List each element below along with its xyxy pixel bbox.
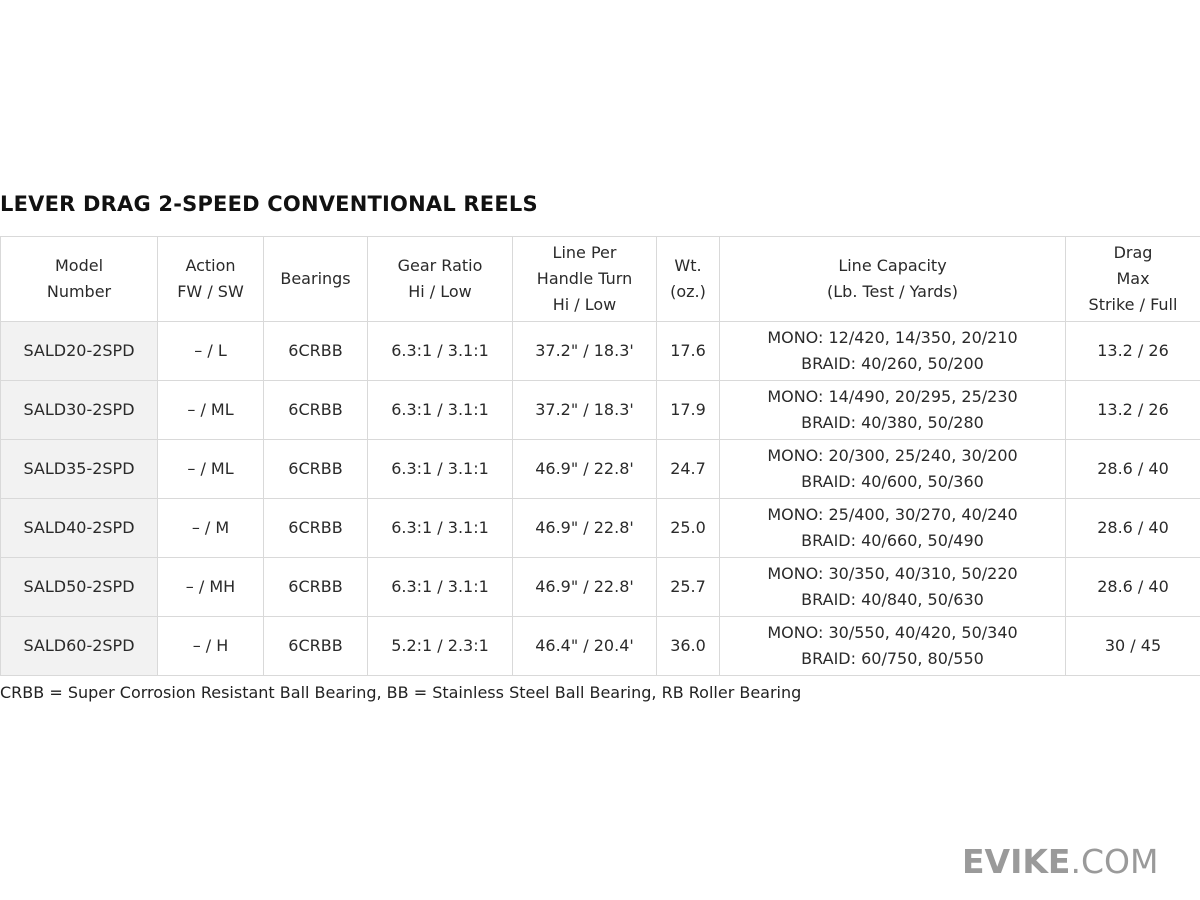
specs-table: [0, 236, 1200, 676]
column-header: [1, 237, 158, 322]
table-header: [1, 237, 1200, 322]
cell-line-per-turn: 37.2" / 18.3': [513, 381, 657, 440]
column-header-line: Gear Ratio: [397, 256, 483, 275]
evike-logo: [962, 842, 1158, 881]
column-header-line: Line Per: [552, 243, 617, 262]
cell-model: SALD60-2SPD: [1, 617, 158, 676]
cell-drag: 28.6 / 40: [1066, 440, 1200, 499]
cell-line-per-turn: 46.9" / 22.8': [513, 440, 657, 499]
cell-action: – / ML: [158, 381, 264, 440]
cell-line-per-turn: 46.4" / 20.4': [513, 617, 657, 676]
capacity-mono: MONO: 14/490, 20/295, 25/230: [767, 387, 1018, 406]
column-header: [720, 237, 1066, 322]
cell-gear-ratio: 6.3:1 / 3.1:1: [368, 499, 513, 558]
column-header-line: Drag: [1113, 243, 1153, 262]
cell-model: SALD50-2SPD: [1, 558, 158, 617]
cell-weight: 25.7: [657, 558, 720, 617]
table-title: LEVER DRAG 2-SPEED CONVENTIONAL REELS: [0, 192, 538, 216]
cell-action: – / H: [158, 617, 264, 676]
cell-gear-ratio: 6.3:1 / 3.1:1: [368, 558, 513, 617]
capacity-braid: BRAID: 40/840, 50/630: [801, 590, 984, 609]
capacity-braid: BRAID: 40/660, 50/490: [801, 531, 984, 550]
cell-model: SALD40-2SPD: [1, 499, 158, 558]
column-header-line: Wt.: [674, 256, 702, 275]
cell-bearings: 6CRBB: [264, 499, 368, 558]
cell-weight: 24.7: [657, 440, 720, 499]
column-header-line: FW / SW: [177, 282, 244, 301]
cell-drag: 13.2 / 26: [1066, 381, 1200, 440]
cell-line-capacity: [720, 322, 1066, 381]
capacity-mono: MONO: 30/550, 40/420, 50/340: [767, 623, 1018, 642]
column-header-line: Hi / Low: [552, 295, 617, 314]
cell-gear-ratio: 5.2:1 / 2.3:1: [368, 617, 513, 676]
cell-model: SALD20-2SPD: [1, 322, 158, 381]
cell-action: – / ML: [158, 440, 264, 499]
cell-line-per-turn: 37.2" / 18.3': [513, 322, 657, 381]
cell-weight: 25.0: [657, 499, 720, 558]
cell-action: – / M: [158, 499, 264, 558]
logo-suffix: .COM: [1070, 842, 1159, 881]
cell-drag: 28.6 / 40: [1066, 499, 1200, 558]
cell-action: – / MH: [158, 558, 264, 617]
column-header: [158, 237, 264, 322]
table-row: [1, 322, 1200, 381]
column-header-line: Number: [46, 282, 112, 301]
column-header: [368, 237, 513, 322]
capacity-mono: MONO: 20/300, 25/240, 30/200: [767, 446, 1018, 465]
table-row: [1, 617, 1200, 676]
cell-weight: 17.9: [657, 381, 720, 440]
cell-line-per-turn: 46.9" / 22.8': [513, 558, 657, 617]
cell-gear-ratio: 6.3:1 / 3.1:1: [368, 440, 513, 499]
cell-line-capacity: [720, 499, 1066, 558]
column-header: [657, 237, 720, 322]
cell-line-capacity: [720, 617, 1066, 676]
column-header-line: Handle Turn: [536, 269, 633, 288]
cell-weight: 36.0: [657, 617, 720, 676]
cell-model: SALD35-2SPD: [1, 440, 158, 499]
column-header-line: Strike / Full: [1088, 295, 1178, 314]
cell-line-capacity: [720, 558, 1066, 617]
capacity-braid: BRAID: 40/260, 50/200: [801, 354, 984, 373]
cell-bearings: 6CRBB: [264, 440, 368, 499]
cell-drag: 30 / 45: [1066, 617, 1200, 676]
table-row: [1, 440, 1200, 499]
column-header-line: Model: [54, 256, 104, 275]
header-row: [1, 237, 1200, 322]
column-header-line: Hi / Low: [408, 282, 472, 301]
table-row: [1, 381, 1200, 440]
capacity-mono: MONO: 30/350, 40/310, 50/220: [767, 564, 1018, 583]
logo-brand: EVIKE: [962, 842, 1071, 881]
column-header-line: (oz.): [670, 282, 706, 301]
cell-gear-ratio: 6.3:1 / 3.1:1: [368, 381, 513, 440]
column-header: [264, 237, 368, 322]
column-header-line: Bearings: [280, 269, 351, 288]
table-row: [1, 558, 1200, 617]
cell-drag: 13.2 / 26: [1066, 322, 1200, 381]
column-header: [1066, 237, 1200, 322]
cell-bearings: 6CRBB: [264, 617, 368, 676]
column-header-line: Max: [1116, 269, 1150, 288]
column-header-line: (Lb. Test / Yards): [827, 282, 958, 301]
column-header-line: Action: [185, 256, 236, 275]
table-row: [1, 499, 1200, 558]
cell-line-capacity: [720, 440, 1066, 499]
capacity-braid: BRAID: 60/750, 80/550: [801, 649, 984, 668]
cell-weight: 17.6: [657, 322, 720, 381]
cell-model: SALD30-2SPD: [1, 381, 158, 440]
table-body: [1, 322, 1200, 676]
footnote: CRBB = Super Corrosion Resistant Ball Bearing, BB = Stainless Steel Ball Bearing, RB Roller Bearing: [0, 683, 802, 702]
cell-line-capacity: [720, 381, 1066, 440]
column-header-line: Line Capacity: [838, 256, 947, 275]
capacity-mono: MONO: 12/420, 14/350, 20/210: [767, 328, 1018, 347]
cell-bearings: 6CRBB: [264, 322, 368, 381]
cell-bearings: 6CRBB: [264, 558, 368, 617]
cell-bearings: 6CRBB: [264, 381, 368, 440]
cell-action: – / L: [158, 322, 264, 381]
cell-line-per-turn: 46.9" / 22.8': [513, 499, 657, 558]
cell-drag: 28.6 / 40: [1066, 558, 1200, 617]
capacity-mono: MONO: 25/400, 30/270, 40/240: [767, 505, 1018, 524]
column-header: [513, 237, 657, 322]
cell-gear-ratio: 6.3:1 / 3.1:1: [368, 322, 513, 381]
capacity-braid: BRAID: 40/600, 50/360: [801, 472, 984, 491]
capacity-braid: BRAID: 40/380, 50/280: [801, 413, 984, 432]
